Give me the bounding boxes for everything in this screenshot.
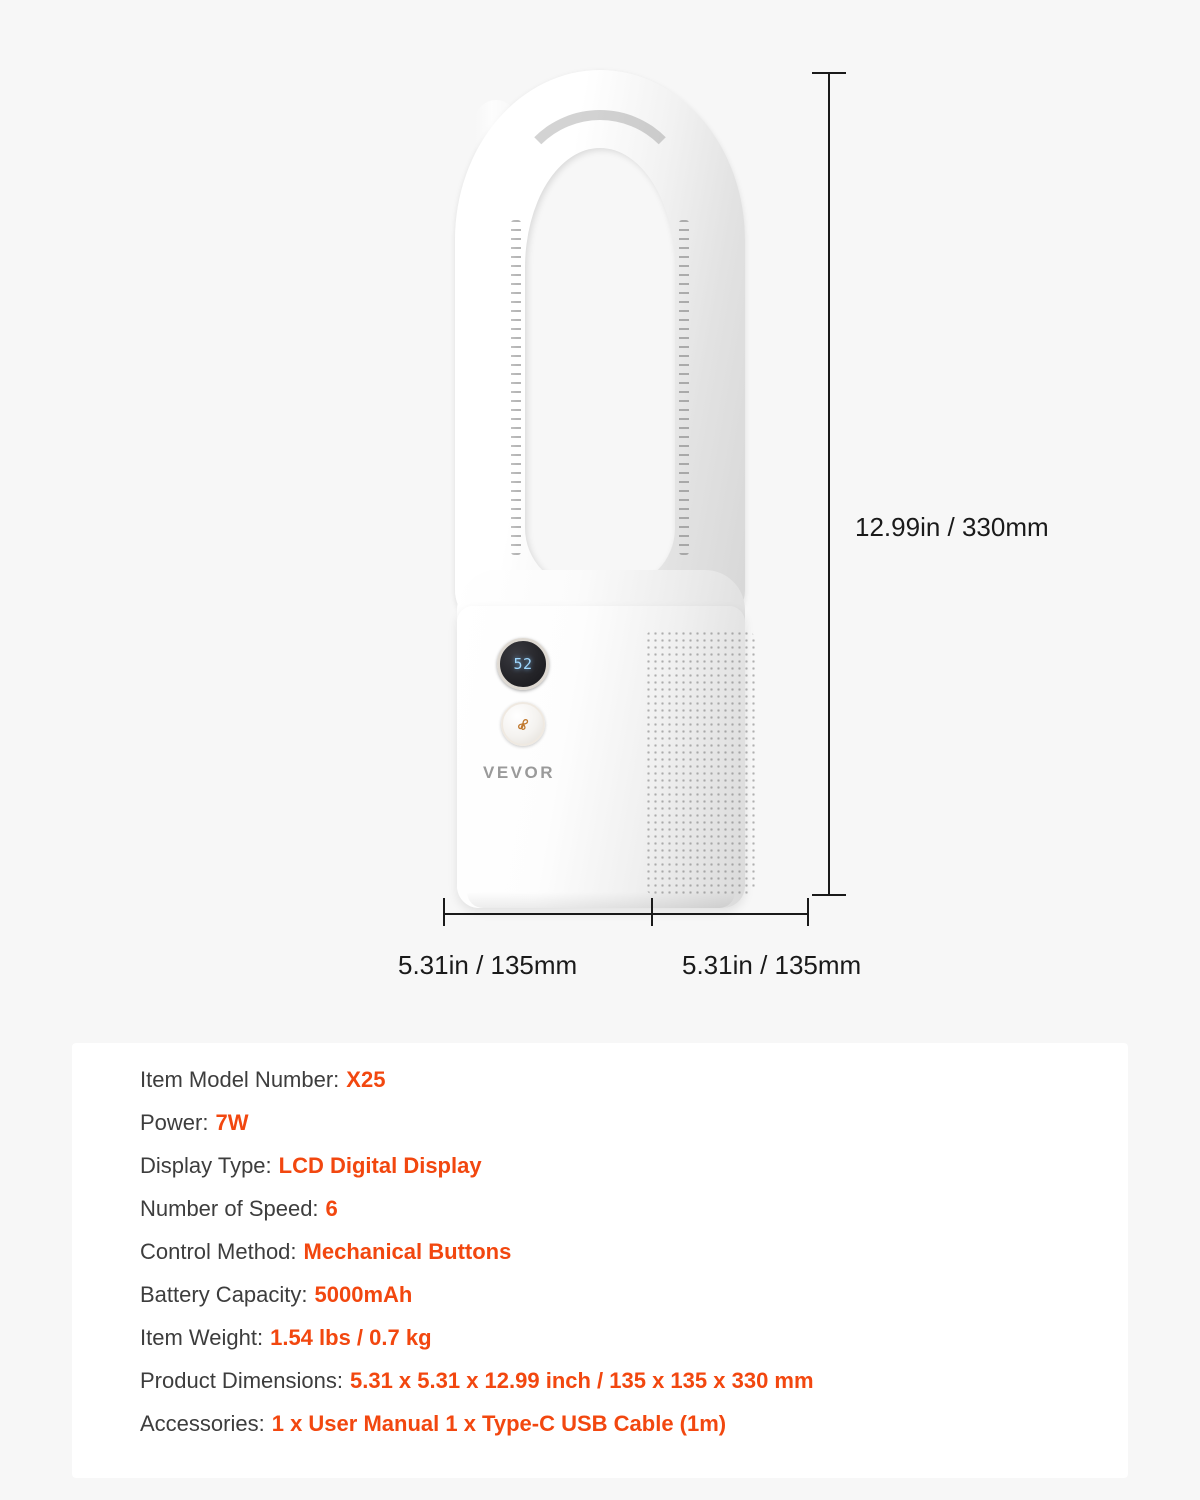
- spec-value: 1 x User Manual 1 x Type-C USB Cable (1m): [271, 1411, 727, 1436]
- spec-label: Battery Capacity:: [140, 1282, 308, 1307]
- spec-value: X25: [346, 1067, 386, 1092]
- spec-label: Display Type:: [140, 1153, 272, 1178]
- specifications-list: [140, 1067, 1108, 1454]
- dimension-tick-right: [807, 898, 809, 926]
- spec-row: [140, 1239, 1108, 1282]
- dimension-tick-middle: [651, 898, 653, 926]
- spec-value: 5000mAh: [314, 1282, 413, 1307]
- spec-value: 5.31 x 5.31 x 12.99 inch / 135 x 135 x 330 mm: [349, 1368, 814, 1393]
- fan-air-intake-mesh: [645, 630, 755, 895]
- height-dimension-label: 12.99in / 330mm: [855, 512, 1049, 542]
- spec-row: [140, 1196, 1108, 1239]
- spec-label: Item Model Number:: [140, 1067, 340, 1092]
- spec-label: Product Dimensions:: [140, 1368, 343, 1393]
- spec-label: Control Method:: [140, 1239, 297, 1264]
- width-dimension-line: [443, 913, 651, 915]
- power-button[interactable]: [501, 702, 545, 746]
- spec-label: Number of Speed:: [140, 1196, 319, 1221]
- fan-loop-opening: [525, 148, 675, 588]
- brand-logo: VEVOR: [483, 763, 556, 782]
- depth-dimension-label: 5.31in / 135mm: [682, 950, 862, 980]
- spec-row: [140, 1325, 1108, 1368]
- fan-vent-right: [679, 220, 689, 555]
- spec-row: [140, 1411, 1108, 1454]
- spec-row: [140, 1368, 1108, 1411]
- spec-value: LCD Digital Display: [278, 1153, 482, 1178]
- lcd-display: [497, 638, 549, 690]
- height-dimension-line: [828, 72, 830, 896]
- spec-value: 7W: [215, 1110, 249, 1135]
- spec-value: 1.54 lbs / 0.7 kg: [270, 1325, 432, 1350]
- fan-loop-highlight: [475, 100, 517, 570]
- spec-row: [140, 1153, 1108, 1196]
- lcd-display-value: 52: [513, 655, 533, 673]
- spec-label: Accessories:: [140, 1411, 265, 1436]
- spec-row: [140, 1067, 1108, 1110]
- spec-row: [140, 1110, 1108, 1153]
- width-dimension-label: 5.31in / 135mm: [398, 950, 578, 980]
- spec-row: [140, 1282, 1108, 1325]
- spec-value: Mechanical Buttons: [303, 1239, 512, 1264]
- depth-dimension-line: [651, 913, 809, 915]
- height-dimension-cap-bottom: [812, 894, 846, 896]
- spec-label: Item Weight:: [140, 1325, 264, 1350]
- spec-label: Power:: [140, 1110, 209, 1135]
- specifications-panel: [72, 1043, 1128, 1478]
- power-fan-icon: [513, 714, 533, 734]
- dimension-tick-left: [443, 898, 445, 926]
- spec-value: 6: [325, 1196, 338, 1221]
- bladeless-fan-product: [455, 70, 765, 905]
